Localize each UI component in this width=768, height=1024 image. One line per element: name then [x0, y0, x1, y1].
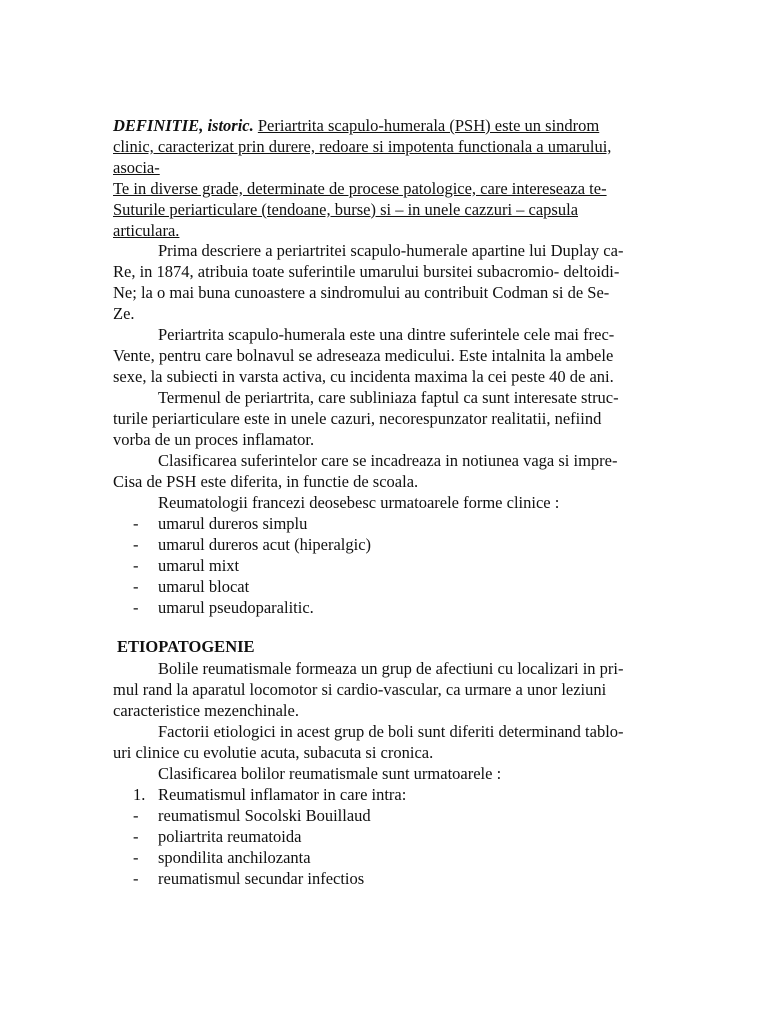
list-item: umarul dureros simplu	[158, 514, 308, 533]
list-bullet: -	[133, 514, 139, 533]
paragraph-line: Termenul de periartrita, care subliniaza faptul ca sunt interesate struc-	[158, 388, 619, 407]
definition-line-4: Te in diverse grade, determinate de procese patologice, care intereseaza te-	[113, 179, 607, 198]
paragraph-line: sexe, la subiecti in varsta activa, cu incidenta maxima la cei peste 40 de ani.	[113, 367, 614, 386]
list-item: umarul dureros acut (hiperalgic)	[158, 535, 372, 554]
section-heading-etiopatogenie: ETIOPATOGENIE	[117, 637, 255, 656]
paragraph-line: Factorii etiologici in acest grup de boli sunt diferiti determinand tablo-	[158, 722, 624, 741]
list-bullet: -	[133, 535, 139, 554]
list-bullet: -	[133, 827, 139, 846]
list-item: reumatismul Socolski Bouillaud	[158, 806, 371, 825]
list-item: poliartrita reumatoida	[158, 827, 302, 846]
paragraph-line: Ze.	[113, 304, 135, 323]
list-bullet: -	[133, 577, 139, 596]
definition-line-3: asocia-	[113, 158, 160, 177]
section-heading-definitie: DEFINITIE, istoric.	[113, 116, 254, 135]
paragraph-line: Bolile reumatismale formeaza un grup de afectiuni cu localizari in pri-	[158, 659, 624, 678]
paragraph-line: Cisa de PSH este diferita, in functie de scoala.	[113, 472, 419, 491]
definition-text: Periartrita scapulo-humerala (PSH) este un sindrom	[257, 116, 600, 135]
paragraph-line: turile periarticulare este in unele cazuri, necorespunzator realitatii, nefiind	[113, 409, 602, 428]
paragraph-line: Reumatologii francezi deosebesc urmatoarele forme clinice :	[158, 493, 560, 512]
paragraph-line: Clasificarea suferintelor care se incadreaza in notiunea vaga si impre-	[158, 451, 618, 470]
paragraph-line: mul rand la aparatul locomotor si cardio-vascular, ca urmare a unor leziuni	[113, 680, 607, 699]
list-item: reumatismul secundar infectios	[158, 869, 365, 888]
list-item: spondilita anchilozanta	[158, 848, 311, 867]
list-bullet: -	[133, 848, 139, 867]
numbered-item: Reumatismul inflamator in care intra:	[158, 785, 407, 804]
paragraph-line: vorba de un proces inflamator.	[113, 430, 315, 449]
list-item: umarul blocat	[158, 577, 250, 596]
definition-line-5: Suturile periarticulare (tendoane, burse) si – in unele cazzuri – capsula	[113, 200, 579, 219]
list-item: umarul pseudoparalitic.	[158, 598, 314, 617]
definition-line-6: articulara.	[113, 221, 180, 240]
paragraph-line: uri clinice cu evolutie acuta, subacuta si cronica.	[113, 743, 434, 762]
paragraph-line: Ne; la o mai buna cunoastere a sindromului au contribuit Codman si de Se-	[113, 283, 610, 302]
list-bullet: -	[133, 806, 139, 825]
paragraph-line: Re, in 1874, atribuia toate suferintile umarului bursitei subacromio- deltoidi-	[113, 262, 620, 281]
definition-line-2: clinic, caracterizat prin durere, redoare si impotenta functionala a umarului,	[113, 137, 612, 156]
paragraph-line: Clasificarea bolilor reumatismale sunt urmatoarele :	[158, 764, 502, 783]
paragraph-line: Periartrita scapulo-humerala este una dintre suferintele cele mai frec-	[158, 325, 615, 344]
paragraph-line: caracteristice mezenchinale.	[113, 701, 299, 720]
list-bullet: -	[133, 556, 139, 575]
list-bullet: -	[133, 869, 139, 888]
list-item: umarul mixt	[158, 556, 240, 575]
definition-line-1	[113, 115, 599, 136]
numbered-marker: 1.	[133, 785, 146, 804]
list-bullet: -	[133, 598, 139, 617]
paragraph-line: Prima descriere a periartritei scapulo-humerale apartine lui Duplay ca-	[158, 241, 624, 260]
paragraph-line: Vente, pentru care bolnavul se adreseaza medicului. Este intalnita la ambele	[113, 346, 614, 365]
